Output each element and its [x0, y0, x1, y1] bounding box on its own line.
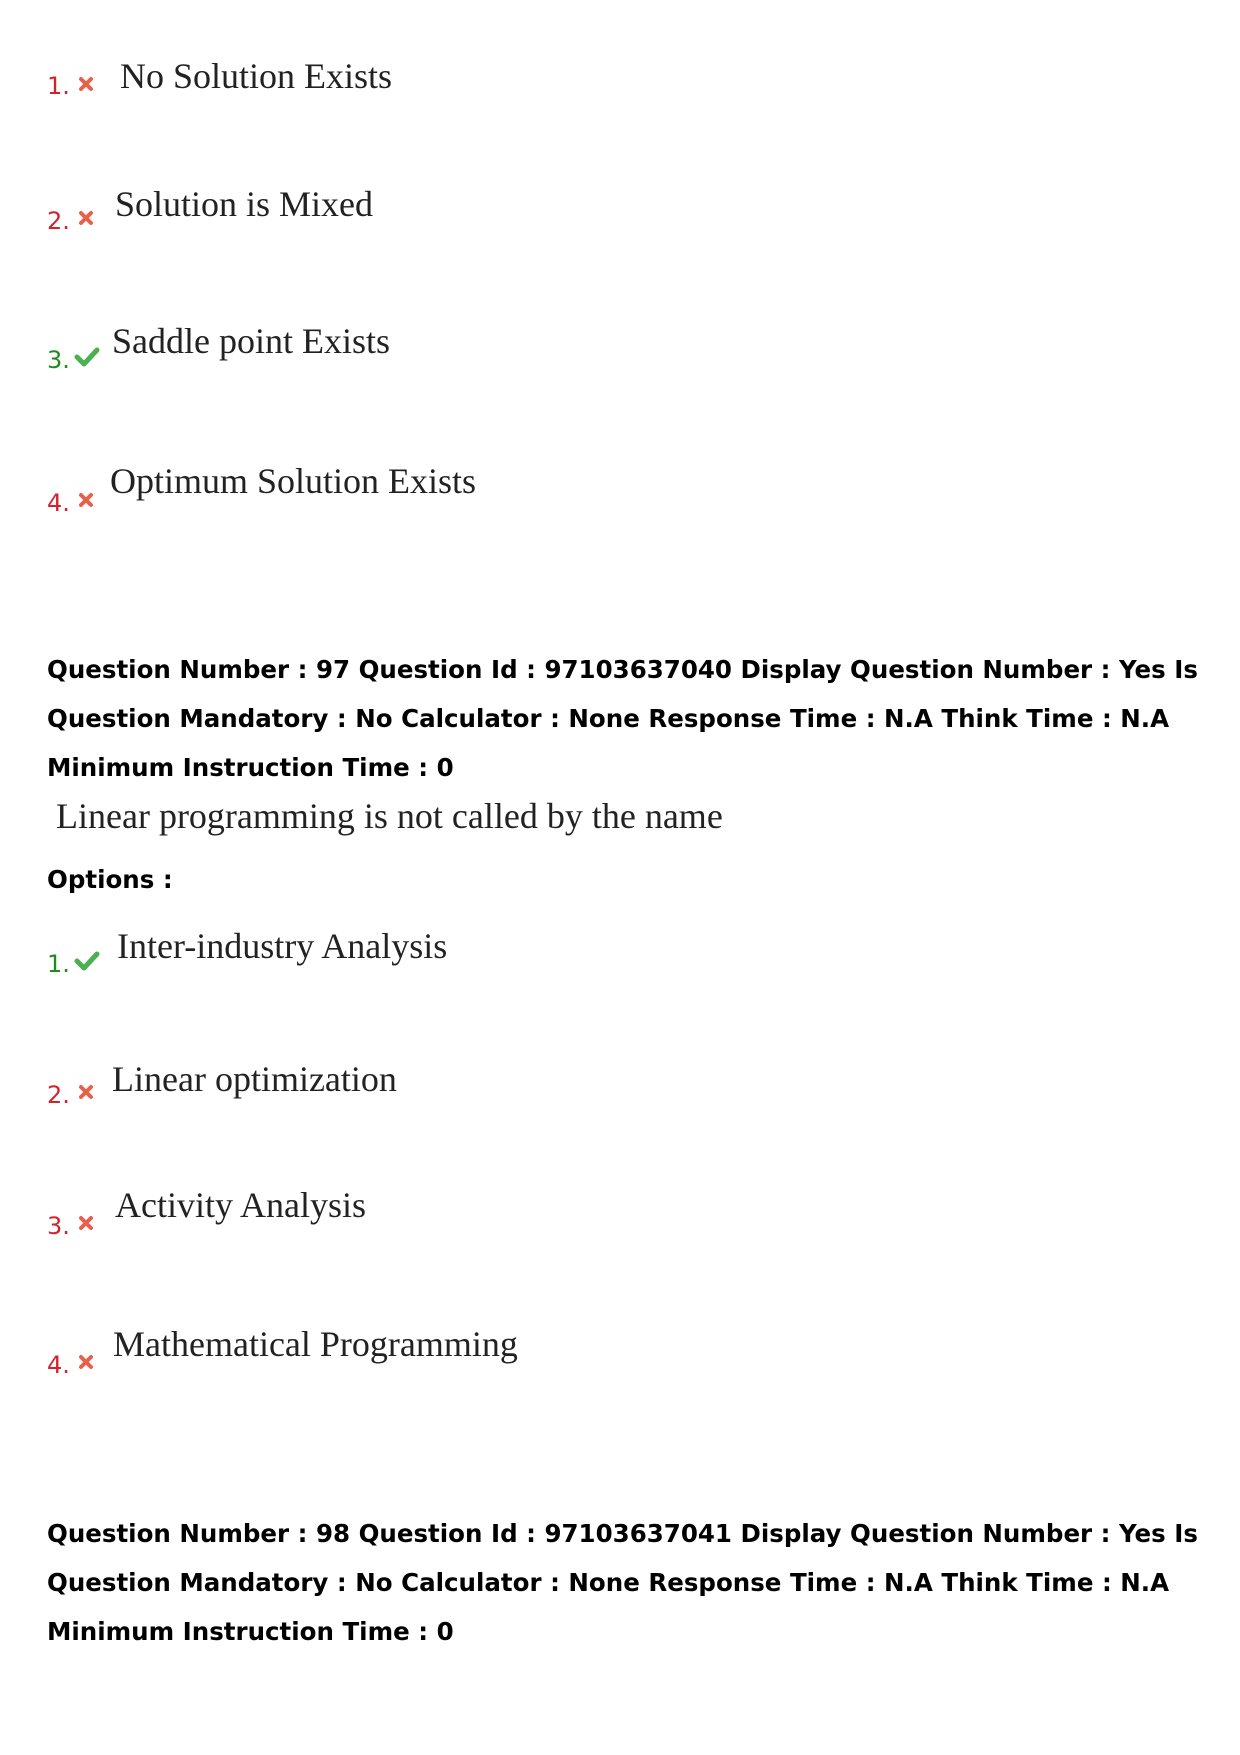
- cross-icon: [78, 1354, 94, 1370]
- options-label: Options :: [47, 865, 173, 894]
- option-number: 1.: [47, 72, 70, 100]
- cross-icon: [78, 492, 94, 508]
- cross-icon: [78, 1084, 94, 1100]
- option-number: 4.: [47, 489, 70, 517]
- option-number: 3.: [47, 1212, 70, 1240]
- cross-icon: [78, 76, 94, 92]
- cross-icon: [78, 1215, 94, 1231]
- option-text: Saddle point Exists: [112, 321, 390, 361]
- option-text: Solution is Mixed: [115, 184, 374, 224]
- option-number: 4.: [47, 1351, 70, 1379]
- option-text: No Solution Exists: [120, 56, 393, 96]
- option-text: Optimum Solution Exists: [110, 461, 477, 501]
- check-icon: [74, 346, 100, 368]
- question-meta: Question Number : 98 Question Id : 97103637041 Display Question Number : Yes Is Question Mandatory : No Calculator : None Response Time : N.A Think Time : N.A Minimum Instruction Time : 0: [47, 1519, 1198, 1646]
- cross-icon: [78, 210, 94, 226]
- question-text: Linear programming is not called by the name: [56, 796, 723, 836]
- option-text: Mathematical Programming: [113, 1324, 518, 1364]
- option-number: 1.: [47, 950, 70, 978]
- option-text: Inter-industry Analysis: [117, 926, 448, 966]
- question-meta: Question Number : 97 Question Id : 97103637040 Display Question Number : Yes Is Question Mandatory : No Calculator : None Response Time : N.A Think Time : N.A Minimum Instruction Time : 0: [47, 655, 1198, 782]
- option-number: 3.: [47, 346, 70, 374]
- option-text: Linear optimization: [112, 1059, 397, 1099]
- option-number: 2.: [47, 207, 70, 235]
- option-number: 2.: [47, 1081, 70, 1109]
- check-icon: [74, 950, 100, 972]
- option-text: Activity Analysis: [115, 1185, 366, 1225]
